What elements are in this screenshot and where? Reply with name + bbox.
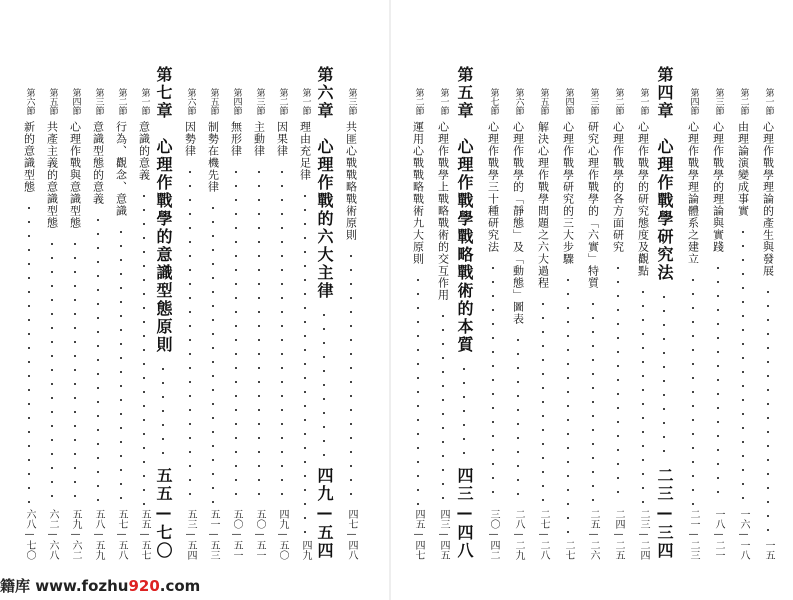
section-number: 第一節 [763, 88, 774, 115]
toc-entry [409, 88, 427, 560]
page-range: 五〇—五一 [231, 509, 242, 560]
section-title: 共產主義的意識型態 [45, 121, 59, 229]
toc-entry [759, 88, 777, 560]
leader-dots [143, 189, 145, 505]
chapter-title: 第七章 心理作戰學的意識型態原則 [154, 66, 173, 354]
toc-entry [734, 88, 752, 560]
toc-entry [709, 88, 727, 560]
section-number: 第四節 [688, 88, 699, 115]
section-number: 第六節 [185, 88, 196, 115]
page-range: 四五—四七 [413, 509, 424, 560]
chapter-title: 第五章 心理作戰學戰略戰術的本質 [455, 66, 474, 354]
section-title: 無形律 [229, 121, 243, 157]
leader-dots [717, 261, 719, 505]
section-number: 第三節 [588, 88, 599, 115]
toc-entry [204, 88, 222, 560]
section-title: 共匪心戰戰略戰術原則 [344, 121, 358, 241]
section-number: 第二節 [613, 88, 624, 115]
toc-entry [89, 88, 107, 560]
leader-dots [189, 165, 191, 505]
page-range: 一八—二一 [713, 509, 724, 560]
section-number: 第三節 [254, 88, 265, 115]
page-range: 三〇—四二 [488, 509, 499, 560]
toc-entry [684, 88, 702, 560]
leader-dots [542, 297, 544, 505]
toc-entry [43, 88, 61, 560]
toc-entry [20, 88, 38, 560]
leader-dots [304, 189, 306, 536]
leader-dots [567, 273, 569, 536]
toc-entry [609, 88, 627, 560]
section-title: 因果律 [275, 121, 289, 157]
section-title: 心理作戰學的各方面研究 [611, 121, 625, 253]
page-range: 五五—五七 [139, 509, 150, 560]
page-range: 五七—五八 [116, 509, 127, 560]
section-number: 第四節 [563, 88, 574, 115]
toc-entry [434, 88, 452, 560]
watermark [0, 575, 200, 596]
page-range: 五八—五九 [93, 509, 104, 560]
page-fold [389, 0, 391, 600]
section-title: 行為、觀念、意識 [114, 121, 128, 217]
toc-entry [135, 88, 153, 560]
leader-dots [742, 225, 744, 505]
section-title: 理由充足律 [298, 121, 312, 181]
page-range: 六二—六八 [47, 509, 58, 560]
section-title: 運用心戰戰略戰術九大原則 [411, 121, 425, 265]
leader-dots [28, 201, 30, 505]
section-number: 第二節 [116, 88, 127, 115]
section-number: 第五節 [47, 88, 58, 115]
toc-entry [584, 88, 602, 560]
page-range: 四九—五〇 [277, 509, 288, 560]
toc-entry [559, 88, 577, 560]
watermark-url-a: www.fozhu [35, 577, 129, 595]
leader-dots [281, 165, 283, 505]
page-range: 二三—三四 [655, 467, 674, 560]
toc-entry [296, 88, 314, 560]
page-range: 二三—二四 [638, 509, 649, 560]
section-title: 心理作戰與意識型態 [68, 121, 82, 229]
page-range: 四三—四八 [455, 467, 474, 560]
page-range: 四九—五四 [315, 467, 334, 560]
section-number: 第二節 [738, 88, 749, 115]
toc-entry [634, 88, 652, 560]
leader-dots [692, 273, 694, 505]
section-title: 心理作戰學理論的產生與發展 [761, 121, 775, 277]
page-range: 一五 [763, 540, 774, 560]
leader-dots [492, 261, 494, 505]
page-range: 二五—二六 [588, 509, 599, 560]
section-title: 意識型態的意義 [91, 121, 105, 205]
toc-chapter [451, 66, 477, 560]
section-title: 研究心理作戰學的「六實」特質 [586, 121, 600, 289]
leader-dots [417, 273, 419, 505]
page-range: 六八—七〇 [24, 509, 35, 560]
page-range: 五一—五三 [208, 509, 219, 560]
section-number: 第七節 [488, 88, 499, 115]
section-number: 第一節 [438, 88, 449, 115]
section-number: 第三節 [346, 88, 357, 115]
section-title: 心理作戰學的「靜態」及「動態」圖表 [511, 121, 525, 325]
section-number: 第三節 [713, 88, 724, 115]
page-range: 五三—五四 [185, 509, 196, 560]
leader-dots [51, 237, 53, 505]
toc-chapter [150, 66, 176, 560]
section-title: 心理作戰學上戰略戰術的交互作用 [436, 121, 450, 301]
page-range: 五九—六二 [70, 509, 81, 560]
section-title: 心理作戰學的研究態度及觀點 [636, 121, 650, 277]
page-range: 四三—四五 [438, 509, 449, 560]
section-number: 第一節 [139, 88, 150, 115]
section-title: 解決心理作戰學問題之六大過程 [536, 121, 550, 289]
watermark-prefix: 籍库 [0, 577, 36, 595]
section-title: 心理作戰學三十種研究法 [486, 121, 500, 253]
leader-dots [617, 261, 619, 505]
toc-entry [273, 88, 291, 560]
section-number: 第六節 [24, 88, 35, 115]
section-number: 第一節 [638, 88, 649, 115]
section-title: 主動律 [252, 121, 266, 157]
toc-entry [509, 88, 527, 560]
section-title: 心理作戰學的理論與實踐 [711, 121, 725, 253]
page-range: 二四—二五 [613, 509, 624, 560]
section-title: 意識的意義 [137, 121, 151, 181]
page-range: 四七—四八 [346, 509, 357, 560]
leader-dots [235, 165, 237, 505]
leader-dots [463, 362, 465, 463]
section-number: 第四節 [231, 88, 242, 115]
leader-dots [642, 285, 644, 505]
leader-dots [663, 290, 665, 463]
page-range: 五〇—五一 [254, 509, 265, 560]
toc-entry [342, 88, 360, 560]
section-title: 新的意識型態 [22, 121, 36, 193]
section-number: 第三節 [93, 88, 104, 115]
page-range: 二七 [563, 540, 574, 560]
leader-dots [442, 309, 444, 505]
toc-entry [484, 88, 502, 560]
toc-chapter [311, 66, 337, 560]
section-title: 心理作戰學研究的三大步驟 [561, 121, 575, 265]
leader-dots [592, 297, 594, 505]
toc-entry [227, 88, 245, 560]
page-range: 二七—二八 [538, 509, 549, 560]
section-number: 第五節 [208, 88, 219, 115]
watermark-url-num: 920 [128, 577, 160, 595]
section-number: 第一節 [300, 88, 311, 115]
page-range: 五五—七〇 [154, 467, 173, 560]
leader-dots [517, 333, 519, 505]
leader-dots [323, 308, 325, 463]
toc-entry [534, 88, 552, 560]
section-title: 因勢律 [183, 121, 197, 157]
toc-chapter [651, 66, 677, 560]
toc-entry [181, 88, 199, 560]
left-page [0, 0, 385, 600]
page-range: 二一—二三 [688, 509, 699, 560]
leader-dots [212, 201, 214, 505]
toc-entry [66, 88, 84, 560]
section-number: 第四節 [70, 88, 81, 115]
watermark-url-b: .com [159, 577, 201, 595]
leader-dots [120, 225, 122, 505]
leader-dots [350, 249, 352, 505]
section-title: 由理論演變成事實 [736, 121, 750, 217]
leader-dots [162, 362, 164, 463]
right-page [395, 0, 793, 600]
toc-entry [250, 88, 268, 560]
leader-dots [97, 213, 99, 505]
section-number: 第二節 [277, 88, 288, 115]
leader-dots [258, 165, 260, 505]
section-number: 第五節 [538, 88, 549, 115]
leader-dots [767, 285, 769, 536]
section-number: 第二節 [413, 88, 424, 115]
chapter-title: 第四章 心理作戰學研究法 [655, 66, 674, 282]
section-title: 心理作戰學理論體系之建立 [686, 121, 700, 265]
page-range: 一六—一八 [738, 509, 749, 560]
page-range: 四九 [300, 540, 311, 560]
leader-dots [74, 237, 76, 505]
section-title: 制勢在機先律 [206, 121, 220, 193]
chapter-title: 第六章 心理作戰的六大主律 [315, 66, 334, 300]
section-number: 第六節 [513, 88, 524, 115]
page-range: 二八—二九 [513, 509, 524, 560]
toc-entry [112, 88, 130, 560]
